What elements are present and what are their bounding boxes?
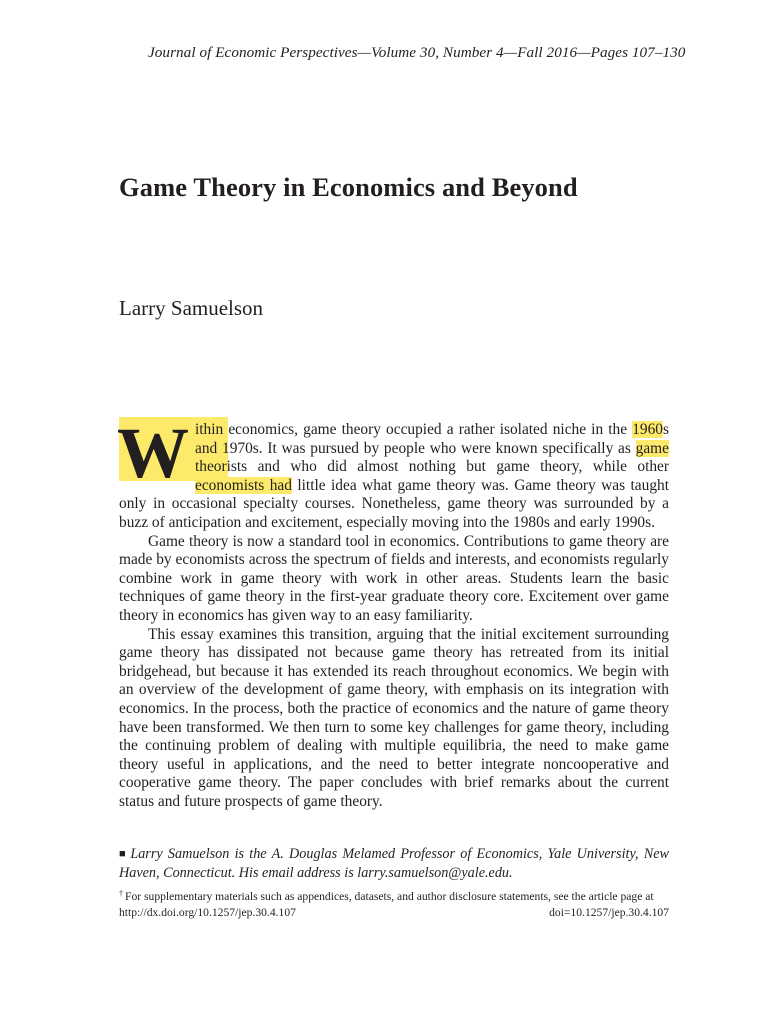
highlighted-text: ithin xyxy=(195,421,224,438)
article-body xyxy=(117,413,669,811)
author-footnote xyxy=(119,845,669,883)
paragraph-2: Game theory is now a standard tool in economics. Contributions to game theory are made by economists across the spectrum of fields and interests, and economists regularly combine work in game theory with work in other areas. Students learn the basic techniques of game theory in the first-year graduate theory core. Excitement over game theory in economics has given way to an easy familiarity. xyxy=(119,532,669,624)
author-note-text: Larry Samuelson is the A. Douglas Melamed Professor of Economics, Yale University, New Haven, Connecticut. His email address is larry.samuelson@yale.edu. xyxy=(119,846,669,881)
paragraph-3: This essay examines this transition, arguing that the initial excitement surrounding game theory has dissipated not because game theory has retreated from its initial bridgehead, but because it has extended its reach throughout economics. We begin with an overview of the development of game theory, with emphasis on its integration with economics. In the process, both the practice of economics and the nature of game theory have been transformed. We then turn to some key challenges for game theory, including the continuing problem of dealing with multiple equilibria, the need to make game theory useful in applications, and the need to better integrate noncooperative and cooperative game theory. The paper concludes with brief remarks about the current status and future prospects of game theory. xyxy=(119,625,669,810)
journal-header: Journal of Economic Perspectives—Volume 30, Number 4—Fall 2016—Pages 107–130 xyxy=(148,44,686,61)
article-author: Larry Samuelson xyxy=(119,296,264,320)
paragraph-text: economics, game theory occupied a rather isolated niche in the xyxy=(223,421,633,438)
paragraph-text: s and 1970s. It was pursued by people who were known specifically as xyxy=(195,421,669,457)
article-title: Game Theory in Economics and Beyond xyxy=(119,172,578,202)
paragraph-1 xyxy=(117,413,669,533)
article-url-link[interactable]: http://dx.doi.org/10.1257/jep.30.4.107 xyxy=(119,905,296,919)
dagger-icon: † xyxy=(119,889,123,898)
supplementary-note-text: For supplementary materials such as appendices, datasets, and author disclosure statements, see the article page at xyxy=(125,890,654,903)
highlighted-text: 1960 xyxy=(632,421,663,438)
drop-cap: W xyxy=(117,413,189,493)
highlighted-text: economists had xyxy=(195,476,292,494)
doi-text: doi=10.1257/jep.30.4.107 xyxy=(549,905,669,919)
paragraph-text: theorists and who did almost nothing but game theory, while other xyxy=(195,458,669,476)
paragraph-text: little idea what game theory was. Game theory was taught only in occasional specialty courses. Nonetheless, game theory was surrounded by a buzz of anticipation and excitement, especially moving into the 1980s and early 1990s. xyxy=(119,476,669,531)
highlighted-text: game xyxy=(635,439,669,457)
square-bullet-icon: ■ xyxy=(119,848,128,860)
doi-row xyxy=(119,905,669,921)
supplementary-footnote xyxy=(119,886,669,920)
